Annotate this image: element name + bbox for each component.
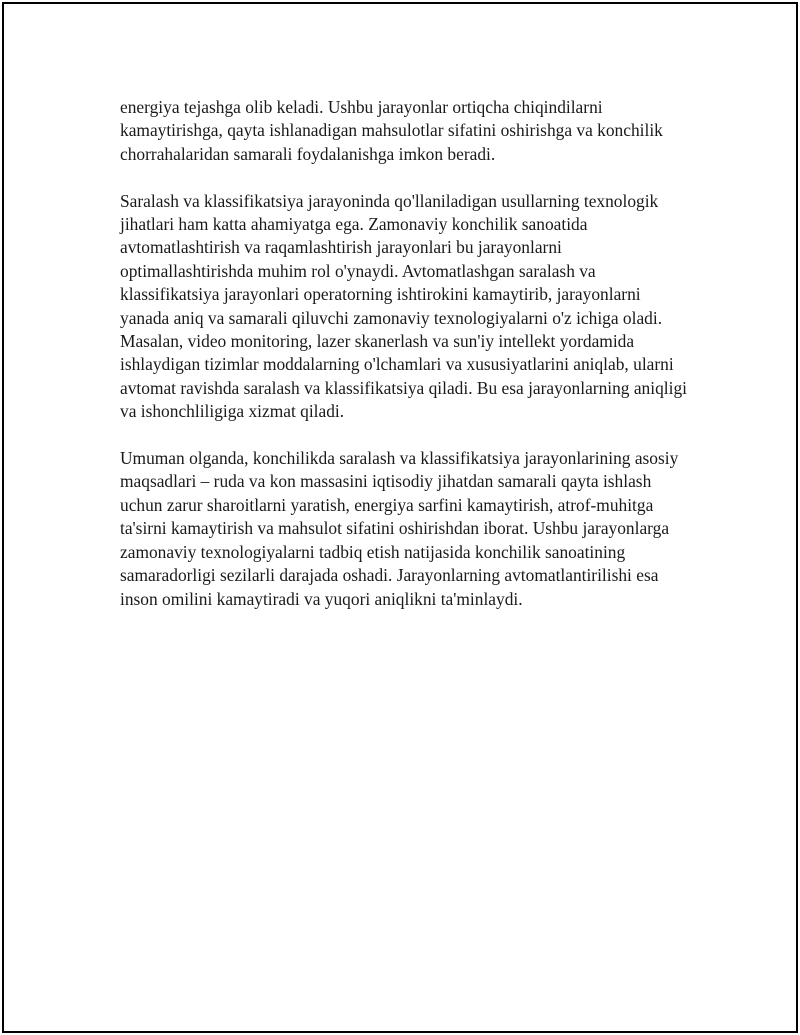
document-page <box>2 2 798 1033</box>
paragraph-3: Umuman olganda, konchilikda saralash va klassifikatsiya jarayonlarining asosiy maqsadlari – ruda va kon massasini iqtisodiy jihatdan samarali qayta ishlash uchun zarur sharoitlarni yaratish, energiya sarfini kamaytirish, atrof-muhitga ta'sirni kamaytirish va mahsulot sifatini oshirishdan iborat. Ushbu jarayonlarga zamonaviy texnologiyalarni tadbiq etish natijasida konchilik sanoatining samaradorligi sezilarli darajada oshadi. Jarayonlarning avtomatlantirilishi esa inson omilini kamaytiradi va yuqori aniqlikni ta'minlaydi. <box>120 448 679 609</box>
paragraph-2: Saralash va klassifikatsiya jarayoninda qo'llaniladigan usullarning texnologik jihatlari ham katta ahamiyatga ega. Zamonaviy konchilik sanoatida avtomatlashtirish va raqamlashtirish jarayonlari bu jarayonlarni optimallashtirishda muhim rol o'ynaydi. Avtomatlashgan saralash va klassifikatsiya jarayonlari operatorning ishtirokini kamaytirib, jarayonlarni yanada aniq va samarali qiluvchi zamonaviy texnologiyalarni o'z ichiga oladi. Masalan, video monitoring, lazer skanerlash va sun'iy intellekt yordamida ishlaydigan tizimlar moddalarning o'lchamlari va xususiyatlarini aniqlab, ularni avtomat ravishda saralash va klassifikatsiya qiladi. Bu esa jarayonlarning aniqligi va ishonchliligiga xizmat qiladi. <box>120 190 687 422</box>
document-body <box>120 96 692 634</box>
paragraph-1: energiya tejashga olib keladi. Ushbu jarayonlar ortiqcha chiqindilarni kamaytirishga, qayta ishlanadigan mahsulotlar sifatini oshirishga va konchilik chorrahalaridan samarali foydalanishga imkon beradi. <box>120 97 663 164</box>
